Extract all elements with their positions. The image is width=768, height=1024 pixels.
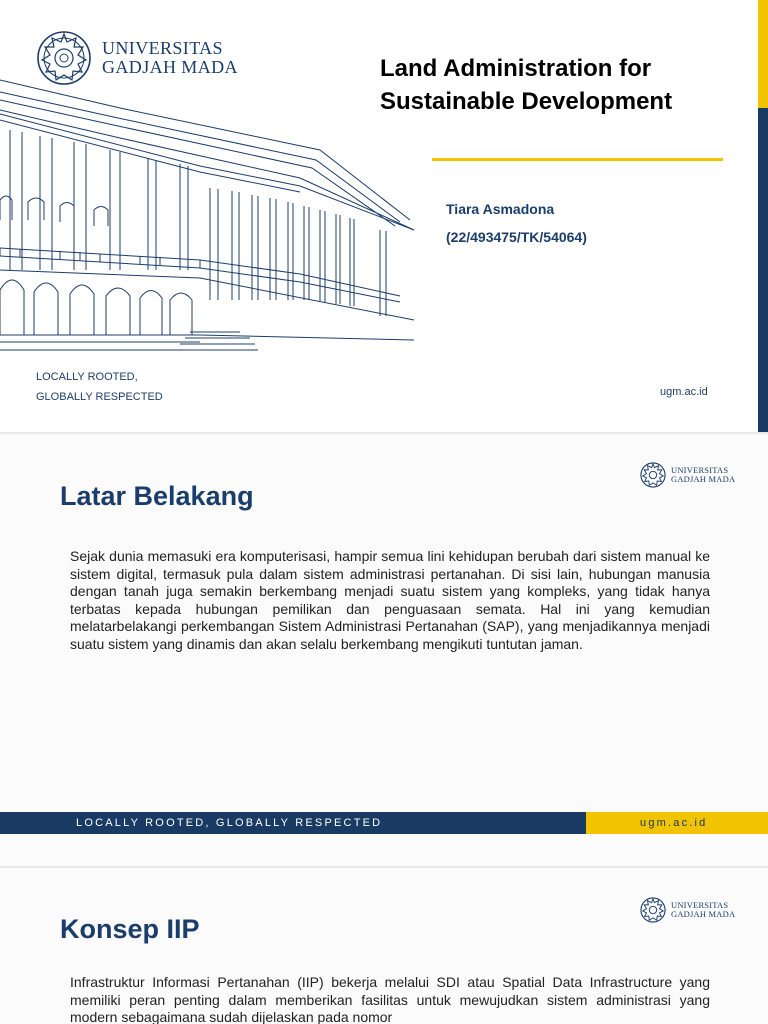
title-line2: Sustainable Development	[380, 88, 673, 115]
university-line1: UNIVERSITAS	[671, 900, 729, 910]
university-line1: UNIVERSITAS	[671, 465, 729, 475]
website-url[interactable]: ugm.ac.id	[660, 386, 708, 398]
footer-tagline-bar: LOCALLY ROOTED, GLOBALLY RESPECTED	[0, 812, 586, 834]
background-slide	[0, 434, 768, 866]
building-illustration	[0, 70, 420, 360]
slide-heading: Konsep IIP	[60, 914, 200, 944]
title-divider	[432, 158, 723, 161]
university-wordmark	[671, 466, 735, 484]
author-block	[446, 195, 587, 251]
university-line2: GADJAH MADA	[671, 909, 736, 919]
presentation-title	[380, 52, 750, 118]
university-logo-small	[640, 897, 735, 923]
title-line1: Land Administration for	[380, 55, 652, 82]
author-id: (22/493475/TK/54064)	[446, 229, 587, 245]
slide-heading: Latar Belakang	[60, 481, 254, 511]
title-slide	[0, 0, 768, 432]
concept-slide	[0, 868, 768, 1024]
slide-body-text: Infrastruktur Informasi Pertanahan (IIP) bekerja melalui SDI atau Spatial Data Infrastructure yang memiliki peran penting dalam memberikan fasilitas untuk mewujudkan sistem administrasi yang modern sebagaimana sudah dijelaskan pada nomor	[70, 974, 710, 1024]
footer-url-bar[interactable]: ugm.ac.id	[586, 812, 768, 834]
accent-bar-navy	[758, 108, 768, 432]
university-logo-small	[640, 462, 735, 488]
accent-bar-yellow	[758, 0, 768, 108]
ugm-seal-icon	[640, 897, 666, 923]
slide-body-text: Sejak dunia memasuki era komputerisasi, hampir semua lini kehidupan berubah dari sistem manual ke sistem digital, termasuk pula dalam sistem administrasi pertanahan. Di sisi lain, hubungan manusia dengan tanah juga semakin berkembang menjadi suatu sistem yang kompleks, yang tidak hanya terbatas kepada hubungan pemilikan dan penguasaan semata. Hal ini yang kemudian melatarbelakangi perkembangan Sistem Administrasi Pertanahan (SAP), yang menjadikannya menjadi suatu sistem yang dinamis dan akan selalu berkembang mengikuti tuntutan jaman.	[70, 548, 710, 652]
author-name: Tiara Asmadona	[446, 201, 555, 217]
university-line2: GADJAH MADA	[671, 474, 736, 484]
university-line1: UNIVERSITAS	[102, 38, 223, 58]
tagline	[36, 367, 163, 407]
tagline-line1: LOCALLY ROOTED,	[36, 371, 138, 383]
university-line2: GADJAH MADA	[102, 57, 238, 77]
university-wordmark	[671, 901, 735, 919]
ugm-seal-icon	[640, 462, 666, 488]
tagline-line2: GLOBALLY RESPECTED	[36, 391, 163, 403]
